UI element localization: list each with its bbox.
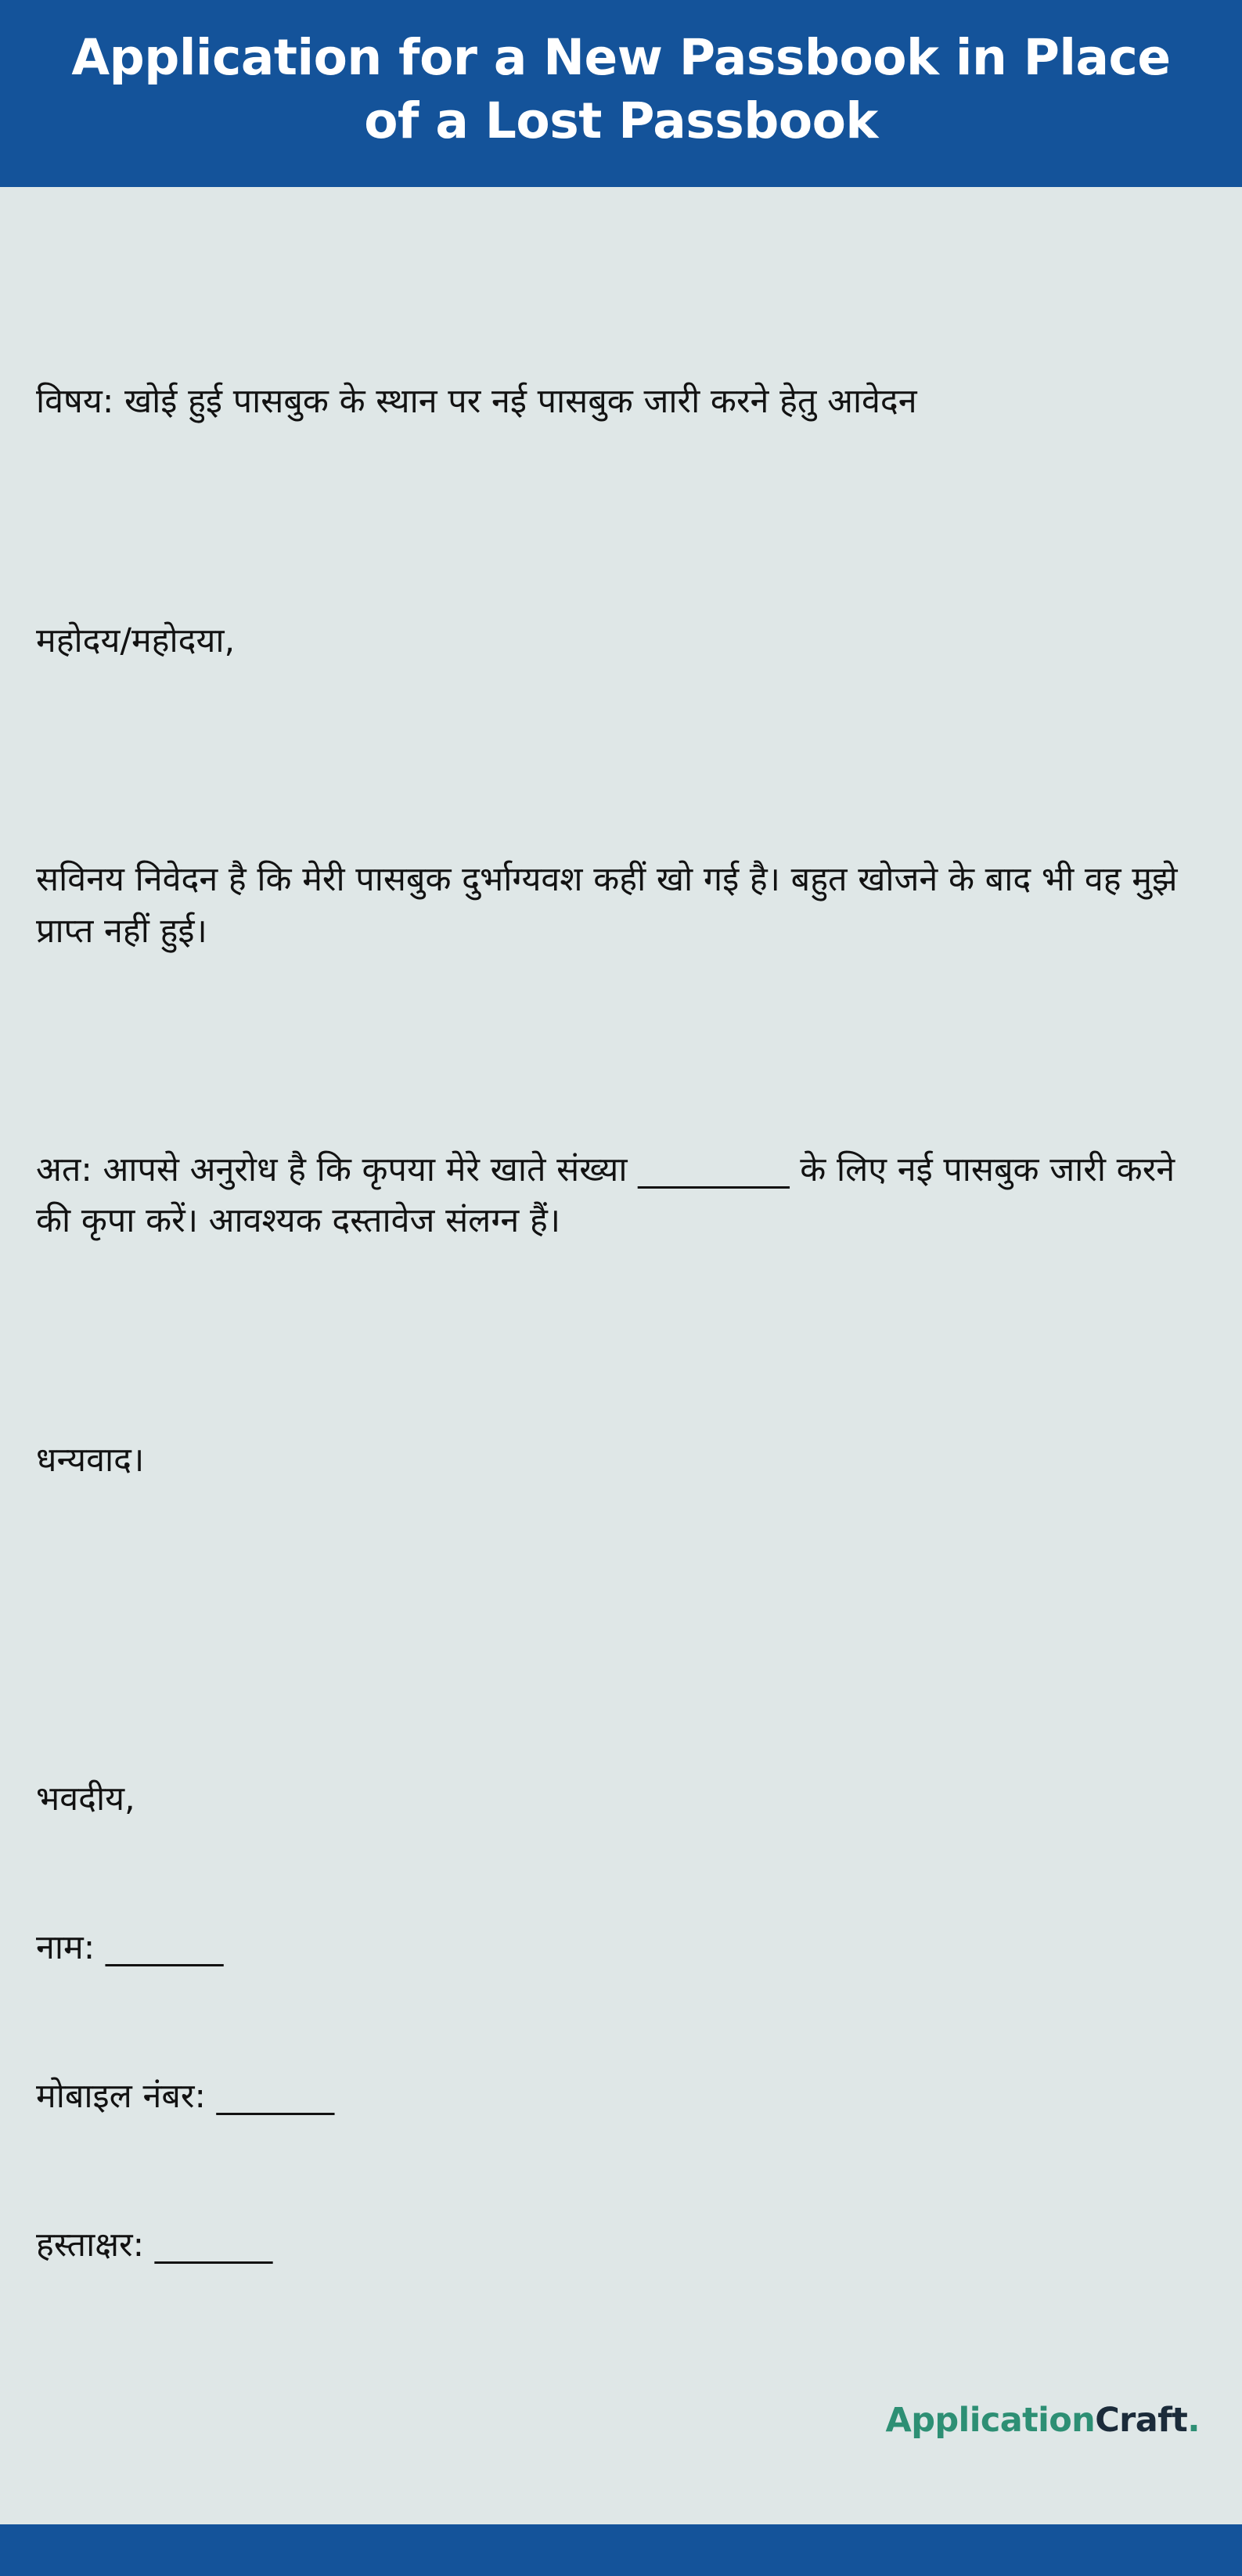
letter-closing: भवदीय, [36, 1779, 135, 1819]
letter-name-line: नाम: _______ [36, 1928, 224, 1967]
header-band [0, 0, 1242, 187]
letter-paragraph-2: अत: आपसे अनुरोध है कि कृपया मेरे खाते संख्या _________ के लिए नई पासबुक जारी करने की कृपा करें। आवश्यक दस्तावेज संलग्न हैं। [36, 1150, 1186, 1241]
letter-signoff-block [36, 1674, 1206, 2371]
brand-logo [886, 2401, 1200, 2440]
footer-band [0, 2524, 1242, 2576]
brand-craft-text: Craft [1095, 2401, 1188, 2441]
letter-thanks: धन्यवाद। [36, 1440, 145, 1480]
page-title: Application for a New Passbook in Place of a Lost Passbook [71, 29, 1171, 149]
letter-salutation: महोदय/महोदया, [36, 621, 236, 660]
letter-body [0, 187, 1242, 2524]
letter-subject: विषय: खोई हुई पासबुक के स्थान पर नई पासबुक जारी करने हेतु आवेदन [36, 382, 917, 422]
brand-dot: . [1187, 2401, 1200, 2441]
letter-signature-line: हस्ताक्षर: _______ [36, 2225, 273, 2265]
letter-content [36, 223, 1206, 2524]
letter-mobile-line: मोबाइल नंबर: _______ [36, 2077, 335, 2117]
brand-application-text: Application [885, 2401, 1096, 2441]
letter-paragraph-1: सविनय निवेदन है कि मेरी पासबुक दुर्भाग्यवश कहीं खो गई है। बहुत खोजने के बाद भी वह मुझे प्राप्त नहीं हुई। [36, 860, 1189, 951]
